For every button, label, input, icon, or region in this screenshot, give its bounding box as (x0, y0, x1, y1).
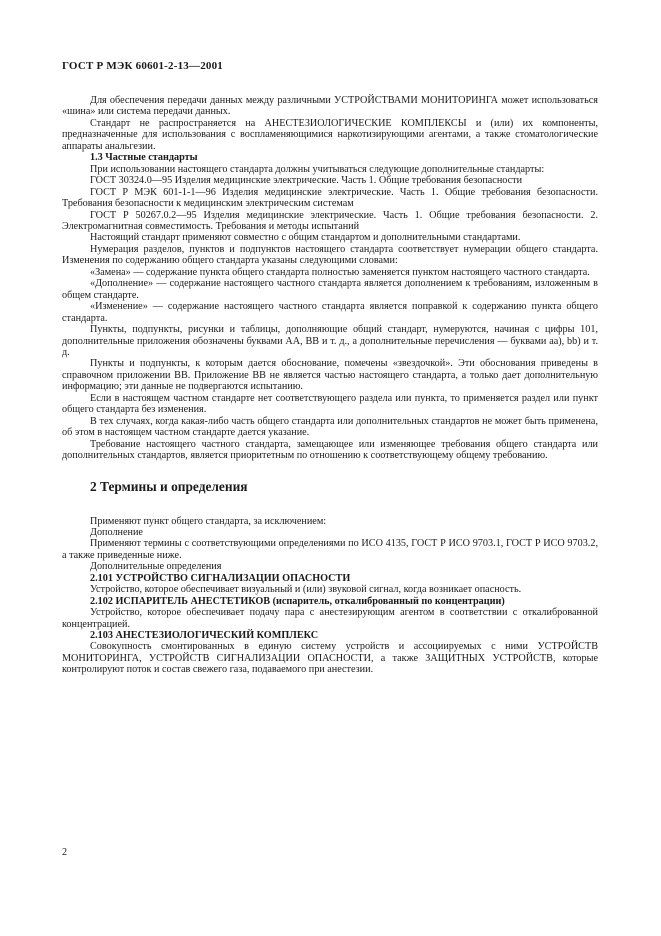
standard-reference: ГОСТ Р 50267.0.2—95 Изделия медицинские электрические. Часть 1. Общие требования безопасности. 2. Электромагнитная совместимость. Требования и методы испытаний (62, 209, 598, 232)
paragraph: Пункты и подпункты, к которым дается обоснование, помечены «звездочкой». Эти обоснования приведены в справочном приложении ВВ. Приложение ВВ не является частью настоящего стандарта, а только дает дополнительную информацию; эти данные не подвергаются испытанию. (62, 358, 598, 393)
paragraph: «Замена» — содержание пункта общего стандарта полностью заменяется пунктом настоящего частного стандарта. (90, 266, 590, 278)
paragraph: В тех случаях, когда какая-либо часть общего стандарта или дополнительных стандартов не может быть применена, об этом в настоящем частном стандарте дается указание. (62, 415, 598, 439)
standard-reference: ГОСТ 30324.0—95 Изделия медицинские электрические. Часть 1. Общие требования безопасности (90, 175, 523, 187)
paragraph: Дополнение (90, 526, 143, 538)
document-page (62, 60, 598, 676)
paragraph: Дополнительные определения (90, 561, 222, 573)
paragraph: Требование настоящего частного стандарта, замещающее или изменяющее требования общего стандарта или дополнительных стандартов, является приоритетным по отношению к соответствующему общему требованию. (62, 438, 598, 462)
paragraph: Применяют пункт общего стандарта, за исключением: (90, 515, 327, 527)
term-definition: Совокупность смонтированных в единую систему устройств и ассоциируемых с ними УСТРОЙСТВ МОНИТОРИНГА, УСТРОЙСТВ СИГНАЛИЗАЦИИ ОПАСНОСТИ, а также ЗАЩИТНЫХ УСТРОЙСТВ, которые контролируют поток и состав свежего газа, подаваемого при анестезии. (62, 641, 598, 676)
paragraph: Стандарт не распространяется на АНЕСТЕЗИОЛОГИЧЕСКИЕ КОМПЛЕКСЫ и (или) их компоненты, предназначенные для использования с воспламеняющимися наркотизирующими агентами, а также стоматологические аппараты анальгезии. (62, 117, 598, 152)
document-header: ГОСТ Р МЭК 60601-2-13—2001 (62, 60, 224, 72)
subsection-heading: 1.3 Частные стандарты (90, 152, 198, 164)
term-title: 2.103 АНЕСТЕЗИОЛОГИЧЕСКИЙ КОМПЛЕКС (90, 630, 319, 642)
section-heading: 2 Термины и определения (90, 478, 248, 494)
paragraph: Применяют термины с соответствующими определениями по ИСО 4135, ГОСТ Р ИСО 9703.1, ГОСТ Р ИСО 9703.2, а также приведенные ниже. (62, 538, 598, 561)
paragraph: Если в настоящем частном стандарте нет соответствующего раздела или пункта, то применяется раздел или пункт общего стандарта без изменения. (62, 392, 598, 416)
term-definition: Устройство, которое обеспечивает визуальный и (или) звуковой сигнал, когда возникает опасность. (90, 584, 522, 596)
term-title: 2.101 УСТРОЙСТВО СИГНАЛИЗАЦИИ ОПАСНОСТИ (90, 572, 351, 584)
paragraph: Пункты, подпункты, рисунки и таблицы, дополняющие общий стандарт, нумеруются, начиная с цифры 101, дополнительные приложения обозначены буквами АА, ВВ и т. д., а дополнительные перечисления — буквами аа), bb) и т. д. (62, 324, 598, 358)
paragraph: Для обеспечения передачи данных между различными УСТРОЙСТВАМИ МОНИТОРИНГА может использоваться «шина» или система передачи данных. (62, 95, 598, 118)
page-number: 2 (62, 847, 68, 858)
paragraph: Настоящий стандарт применяют совместно с общим стандартом и дополнительными стандартами. (90, 232, 521, 244)
paragraph: «Изменение» — содержание настоящего частного стандарта является поправкой к содержанию пункта общего стандарта. (62, 301, 598, 324)
paragraph: Нумерация разделов, пунктов и подпунктов настоящего стандарта соответствует нумерации общего стандарта. Изменения по содержанию общего стандарта указаны следующими словами: (62, 243, 598, 267)
term-title: 2.102 ИСПАРИТЕЛЬ АНЕСТЕТИКОВ (испаритель, откалиброванный по концентрации) (90, 595, 505, 607)
standard-reference: ГОСТ Р МЭК 601-1-1—96 Изделия медицинские электрические. Часть 1. Общие требования безопасности. Требования безопасности к медицинским электрическим системам (62, 186, 598, 210)
paragraph: При использовании настоящего стандарта должны учитываться следующие дополнительные стандарты: (90, 163, 545, 175)
paragraph: «Дополнение» — содержание настоящего частного стандарта является дополнением к требованиям, изложенным в общем стандарте. (62, 278, 598, 301)
term-definition: Устройство, которое обеспечивает подачу пара с анестезирующим агентом в соответствии с откалиброванной концентрацией. (62, 607, 598, 630)
